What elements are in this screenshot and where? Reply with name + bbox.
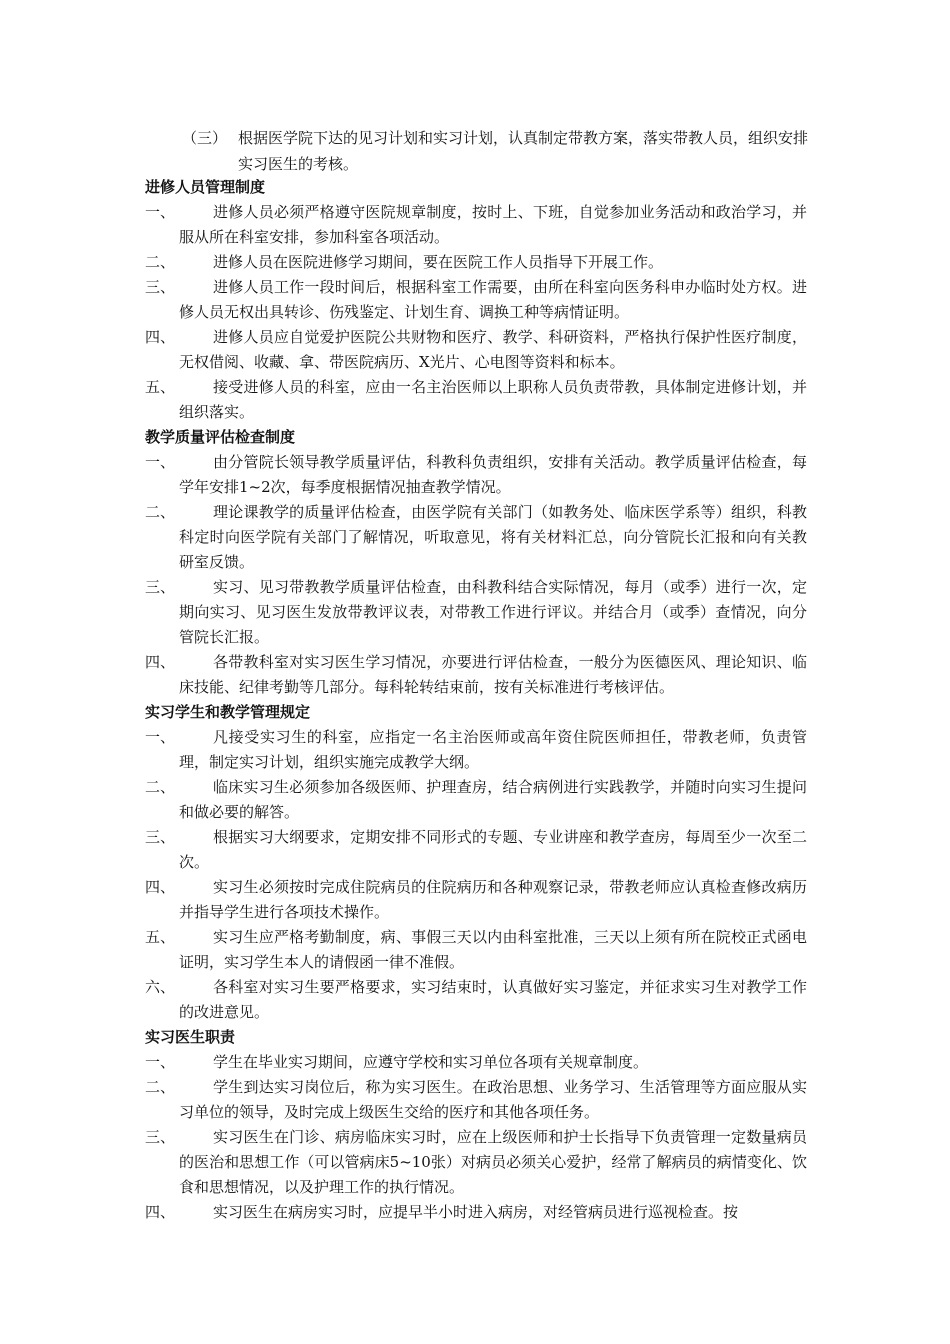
item-number: 四、	[145, 1203, 176, 1221]
list-item	[145, 1125, 807, 1200]
list-item	[145, 275, 807, 325]
item-number: 三、	[145, 278, 176, 296]
list-item	[145, 650, 807, 700]
item-number: 二、	[145, 253, 176, 271]
intro-text: 根据医学院下达的见习计划和实习计划，认真制定带教方案，落实带教人员，组织安排实习医生的考核。	[238, 129, 809, 173]
intro-number: （三）	[182, 129, 228, 147]
item-text: 实习医生在病房实习时，应提早半小时进入病房，对经管病员进行巡视检查。按	[213, 1203, 739, 1221]
item-text: 根据实习大纲要求，定期安排不同形式的专题、专业讲座和教学查房，每周至少一次至二次。	[179, 828, 807, 871]
list-item	[145, 200, 807, 250]
item-text: 临床实习生必须参加各级医师、护理查房，结合病例进行实践教学，并随时向实习生提问和做必要的解答。	[179, 778, 807, 821]
list-item	[145, 1200, 807, 1225]
section-heading: 进修人员管理制度	[145, 178, 266, 196]
section-heading: 实习医生职责	[145, 1028, 236, 1046]
item-text: 实习生应严格考勤制度，病、事假三天以内由科室批准，三天以上须有所在院校正式函电证明，实习学生本人的请假函一律不准假。	[179, 928, 807, 971]
list-item	[145, 375, 807, 425]
item-number: 一、	[145, 728, 176, 746]
list-item	[145, 500, 807, 575]
document-body	[145, 175, 807, 1225]
list-item	[145, 775, 807, 825]
item-number: 四、	[145, 653, 176, 671]
list-item	[145, 825, 807, 875]
item-text: 各科室对实习生要严格要求，实习结束时，认真做好实习鉴定，并征求实习生对教学工作的改进意见。	[179, 978, 807, 1021]
item-number: 一、	[145, 1053, 176, 1071]
list-item	[145, 875, 807, 925]
item-text: 学生到达实习岗位后，称为实习医生。在政治思想、业务学习、生活管理等方面应服从实习单位的领导，及时完成上级医生交给的医疗和其他各项任务。	[179, 1078, 807, 1121]
item-text: 由分管院长领导教学质量评估，科教科负责组织，安排有关活动。教学质量评估检查，每学年安排1~2次，每季度根据情况抽查教学情况。	[179, 453, 807, 496]
item-text: 各带教科室对实习医生学习情况，亦要进行评估检查，一般分为医德医风、理论知识、临床技能、纪律考勤等几部分。每科轮转结束前，按有关标准进行考核评估。	[179, 653, 807, 696]
item-text: 进修人员工作一段时间后，根据科室工作需要，由所在科室向医务科申办临时处方权。进修人员无权出具转诊、伤残鉴定、计划生育、调换工种等病情证明。	[179, 278, 807, 321]
list-item	[145, 925, 807, 975]
item-text: 实习、见习带教教学质量评估检查，由科教科结合实际情况，每月（或季）进行一次，定期向实习、见习医生发放带教评议表，对带教工作进行评议。并结合月（或季）查情况，向分管院长汇报。	[179, 578, 807, 646]
item-number: 三、	[145, 1128, 176, 1146]
list-item	[145, 250, 807, 275]
item-number: 一、	[145, 203, 176, 221]
item-text: 学生在毕业实习期间，应遵守学校和实习单位各项有关规章制度。	[213, 1053, 649, 1071]
item-number: 五、	[145, 378, 176, 396]
item-number: 四、	[145, 878, 176, 896]
item-number: 二、	[145, 1078, 176, 1096]
item-number: 二、	[145, 503, 176, 521]
list-item	[145, 725, 807, 775]
item-number: 五、	[145, 928, 176, 946]
item-text: 凡接受实习生的科室，应指定一名主治医师或高年资住院医师担任，带教老师，负责管理，制定实习计划，组织实施完成教学大纲。	[179, 728, 807, 771]
list-item	[145, 975, 807, 1025]
section-heading: 教学质量评估检查制度	[145, 428, 296, 446]
item-number: 三、	[145, 578, 176, 596]
item-text: 接受进修人员的科室，应由一名主治医师以上职称人员负责带教，具体制定进修计划，并组织落实。	[179, 378, 807, 421]
section-heading: 实习学生和教学管理规定	[145, 703, 311, 721]
item-text: 进修人员应自觉爱护医院公共财物和医疗、教学、科研资料，严格执行保护性医疗制度，无权借阅、收藏、拿、带医院病历、X光片、心电图等资料和标本。	[179, 328, 807, 371]
item-number: 六、	[145, 978, 176, 996]
item-number: 四、	[145, 328, 176, 346]
list-item	[145, 1075, 807, 1125]
item-number: 二、	[145, 778, 176, 796]
item-text: 理论课教学的质量评估检查，由医学院有关部门（如教务处、临床医学系等）组织，科教科定时向医学院有关部门了解情况，听取意见，将有关材料汇总，向分管院长汇报和向有关教研室反馈。	[179, 503, 807, 571]
item-number: 一、	[145, 453, 176, 471]
list-item	[145, 450, 807, 500]
list-item	[145, 575, 807, 650]
item-text: 实习医生在门诊、病房临床实习时，应在上级医师和护士长指导下负责管理一定数量病员的医治和思想工作（可以管病床5~10张）对病员必须关心爱护，经常了解病员的病情变化、饮食和思想情况，以及护理工作的执行情况。	[179, 1128, 807, 1196]
item-number: 三、	[145, 828, 176, 846]
item-text: 实习生必须按时完成住院病员的住院病历和各种观察记录，带教老师应认真检查修改病历并指导学生进行各项技术操作。	[179, 878, 807, 921]
list-item	[145, 1050, 807, 1075]
item-text: 进修人员必须严格遵守医院规章制度，按时上、下班，自觉参加业务活动和政治学习，并服从所在科室安排，参加科室各项活动。	[179, 203, 807, 246]
item-text: 进修人员在医院进修学习期间，要在医院工作人员指导下开展工作。	[213, 253, 664, 271]
intro-paragraph	[182, 125, 812, 177]
list-item	[145, 325, 807, 375]
